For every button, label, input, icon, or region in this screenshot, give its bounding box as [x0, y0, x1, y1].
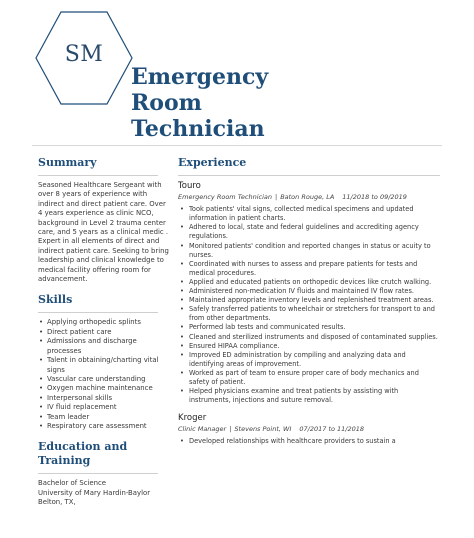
duty-item: • Coordinated with nurses to assess and prepare patients for tests and medical procedures.: [178, 260, 440, 278]
job-company: Touro: [178, 181, 201, 191]
left-column: [38, 156, 170, 508]
education-heading: Education and Training: [38, 440, 128, 468]
experience-divider: [178, 175, 440, 176]
skills-heading: Skills: [38, 293, 73, 307]
job-location: Baton Rouge, LA: [280, 193, 335, 201]
duty-item: • Developed relationships with healthcare providers to sustain a: [178, 437, 440, 446]
skill-item: • Talent in obtaining/charting vital signs: [38, 356, 170, 375]
duty-item: • Safely transferred patients to wheelchair or stretchers for transport to and from other departments.: [178, 305, 440, 323]
duty-item: • Administered non-medication IV fluids and maintained IV flow rates.: [178, 287, 440, 296]
education-degree: Bachelor of Science: [38, 479, 107, 488]
duty-item: • Ensured HIPAA compliance.: [178, 342, 440, 351]
job-duties: [178, 437, 440, 446]
duty-item: • Monitored patients' condition and reported changes in status or acuity to nurses.: [178, 242, 440, 260]
duty-item: • Adhered to local, state and federal guidelines and accrediting agency regulations.: [178, 223, 440, 241]
job-dates: 07/2017 to 11/2018: [299, 425, 365, 434]
duty-item: • Applied and educated patients on orthopedic devices like crutch walking.: [178, 278, 440, 287]
duty-item: • Took patients' vital signs, collected medical specimens and updated information in patient charts.: [178, 205, 440, 223]
title-line-1: Emergency: [131, 64, 269, 90]
education-location: Belton, TX,: [38, 498, 76, 507]
skill-item: • Interpersonal skills: [38, 394, 170, 403]
job-title: Emergency Room Technician: [178, 193, 272, 201]
job-title: Clinic Manager: [178, 425, 227, 434]
header-divider: [32, 145, 442, 146]
education-divider: [38, 473, 158, 474]
job-entry: [178, 181, 440, 405]
skill-item: • IV fluid replacement: [38, 403, 170, 412]
job-location: Stevens Point, WI: [234, 425, 292, 434]
skill-item: • Respiratory care assessment: [38, 422, 170, 431]
skills-list: [38, 318, 170, 431]
right-column: [178, 156, 440, 447]
job-meta: Clinic Manager | Stevens Point, WI 07/2017 to 11/2018: [178, 425, 365, 434]
job-meta: Emergency Room Technician | Baton Rouge, LA 11/2018 to 09/2019: [178, 193, 407, 201]
duty-item: • Cleaned and sterilized instruments and disposed of contaminated supplies.: [178, 333, 440, 342]
summary-text: Seasoned Healthcare Sergeant with over 8 years of experience with indirect and direct patient care. Over 4 years experience as clinic NCO, background in Level 2 trauma center care, and 5 years as a clinical medic . Expert in all elements of direct and indirect patient care. Seeking to bring leadership and clinical knowledge to medical facility offering room for advancement.: [38, 181, 169, 284]
duty-item: • Performed lab tests and communicated results.: [178, 323, 440, 332]
summary-heading: Summary: [38, 156, 97, 169]
job-dates: 11/2018 to 09/2019: [342, 193, 407, 201]
duty-item: • Helped physicians examine and treat patients by assisting with instruments, injections and suture removal.: [178, 387, 440, 405]
title-line-2: Room: [131, 90, 202, 116]
skill-item: • Vascular care understanding: [38, 375, 170, 384]
duty-item: • Improved ED administration by compiling and analyzing data and identifying areas of improvement.: [178, 351, 440, 369]
skill-item: • Team leader: [38, 413, 170, 422]
skill-item: • Direct patient care: [38, 328, 170, 337]
job-company: Kroger: [178, 413, 207, 424]
skill-item: • Oxygen machine maintenance: [38, 384, 170, 393]
summary-divider: [38, 175, 158, 176]
resume-title: [131, 64, 268, 142]
duty-item: • Maintained appropriate inventory levels and replenished treatment areas.: [178, 296, 440, 305]
monogram-initials: SM: [64, 42, 104, 67]
experience-heading: Experience: [178, 156, 247, 169]
job-entry: [178, 413, 440, 446]
job-duties: [178, 205, 440, 405]
skills-divider: [38, 312, 158, 313]
duty-item: • Worked as part of team to ensure proper care of body mechanics and safety of patient.: [178, 369, 440, 387]
education-school: University of Mary Hardin-Baylor: [38, 488, 151, 497]
skill-item: • Admissions and discharge processes: [38, 337, 170, 356]
skill-item: • Applying orthopedic splints: [38, 318, 170, 327]
title-line-3: Technician: [131, 116, 265, 142]
